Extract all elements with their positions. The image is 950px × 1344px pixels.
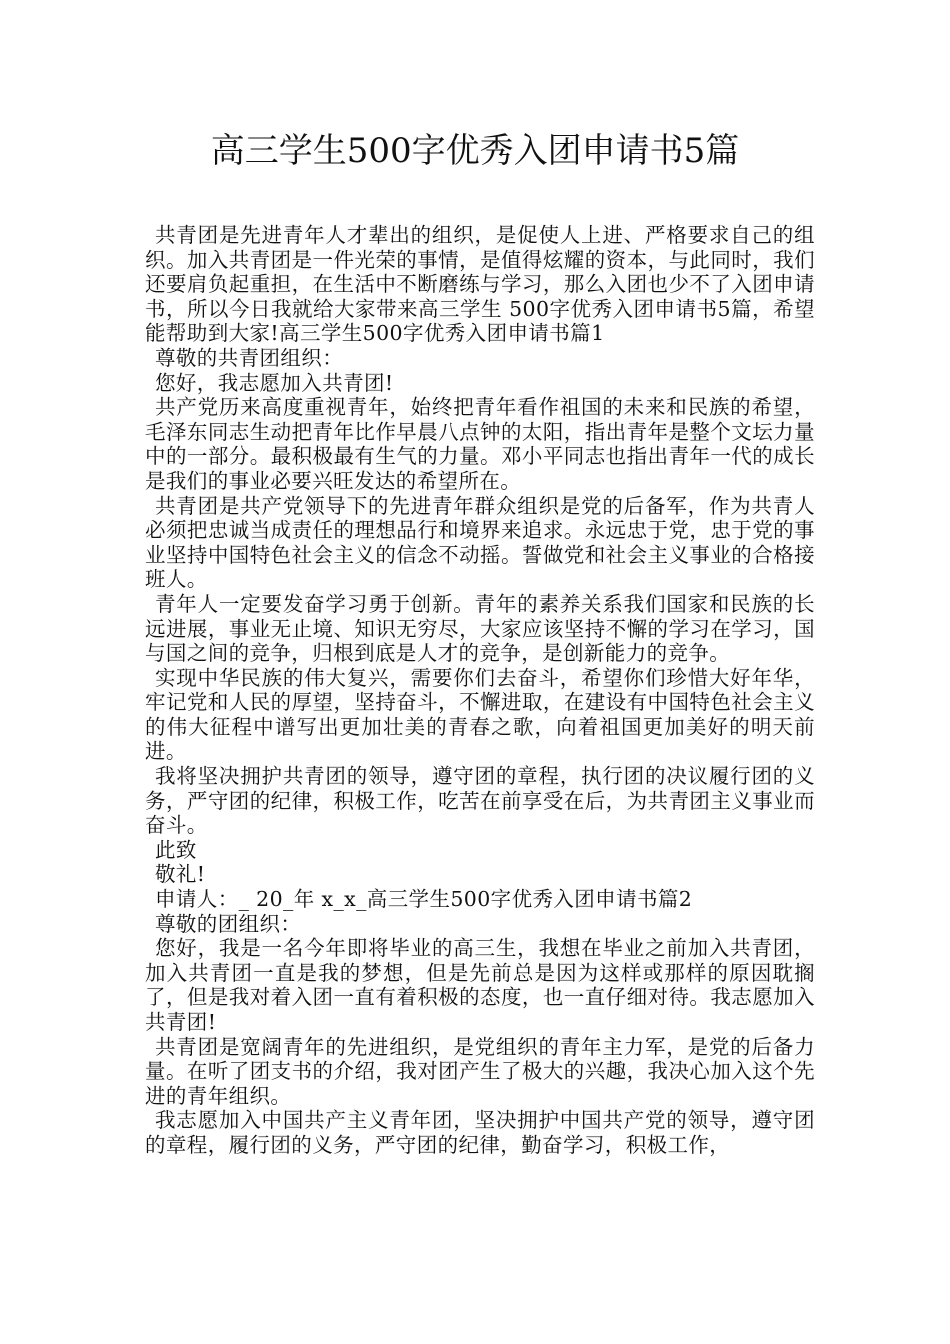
document-body <box>145 223 815 1158</box>
paragraph-signature: 申请人：_ 20_年 x_x_高三学生500字优秀入团申请书篇2 <box>155 887 693 912</box>
paragraph-closing-2: 敬礼! <box>155 862 206 887</box>
paragraph-salutation-1: 尊敬的共青团组织： <box>155 345 344 370</box>
paragraph-body-6: 您好，我是一名今年即将毕业的高三生，我想在毕业之前加入共青团，加入共青团一直是我的梦想，但是先前总是因为这样或那样的原因耽搁了，但是我对着入团一直有着积极的态度，也一直仔细对待。我志愿加入共青团! <box>145 936 815 1034</box>
paragraph-body-4: 实现中华民族的伟大复兴，需要你们去奋斗，希望你们珍惜大好年华，牢记党和人民的厚望，坚持奋斗，不懈进取，在建设有中国特色社会主义的伟大征程中谱写出更加壮美的青春之歌，向着祖国更加美好的明天前进。 <box>145 665 815 764</box>
document-title: 高三学生500字优秀入团申请书5篇 <box>210 131 740 171</box>
paragraph-salutation-2: 尊敬的团组织： <box>155 911 302 936</box>
paragraph-greeting-1: 您好，我志愿加入共青团! <box>155 370 394 395</box>
paragraph-body-3: 青年人一定要发奋学习勇于创新。青年的素养关系我们国家和民族的长远进展，事业无止境、知识无穷尽，大家应该坚持不懈的学习在学习，国与国之间的竞争，归根到底是人才的竞争，是创新能力的竞争。 <box>145 591 815 666</box>
paragraph-body-8: 我志愿加入中国共产主义青年团，坚决拥护中国共产党的领导，遵守团的章程，履行团的义务，严守团的纪律，勤奋学习，积极工作， <box>145 1108 815 1157</box>
paragraph-body-5: 我将坚决拥护共青团的领导，遵守团的章程，执行团的决议履行团的义务，严守团的纪律，积极工作，吃苦在前享受在后，为共青团主义事业而奋斗。 <box>145 764 815 838</box>
paragraph-body-7: 共青团是宽阔青年的先进组织，是党组织的青年主力军，是党的后备力量。在听了团支书的介绍，我对团产生了极大的兴趣，我决心加入这个先进的青年组织。 <box>145 1034 815 1108</box>
paragraph-closing-1: 此致 <box>155 837 197 862</box>
paragraph-body-2: 共青团是共产党领导下的先进青年群众组织是党的后备军，作为共青人必须把忠诚当成责任的理想品行和境界来追求。永远忠于党，忠于党的事业坚持中国特色社会主义的信念不动摇。誓做党和社会主义事业的合格接班人。 <box>145 493 815 592</box>
paragraph-intro: 共青团是先进青年人才辈出的组织，是促使人上进、严格要求自己的组织。加入共青团是一件光荣的事情，是值得炫耀的资本，与此同时，我们还要肩负起重担，在生活中不断磨练与学习，那么入团也少不了入团申请书，所以今日我就给大家带来高三学生 500字优秀入团申请书5篇，希望能帮助到大家!高三学生500字优秀入团申请书篇1 <box>145 223 815 346</box>
paragraph-body-1: 共产党历来高度重视青年，始终把青年看作祖国的未来和民族的希望，毛泽东同志生动把青年比作早晨八点钟的太阳，指出青年是整个文坛力量中的一部分。最积极最有生气的力量。邓小平同志也指出青年一代的成长是我们的事业必要兴旺发达的希望所在。 <box>145 395 815 493</box>
